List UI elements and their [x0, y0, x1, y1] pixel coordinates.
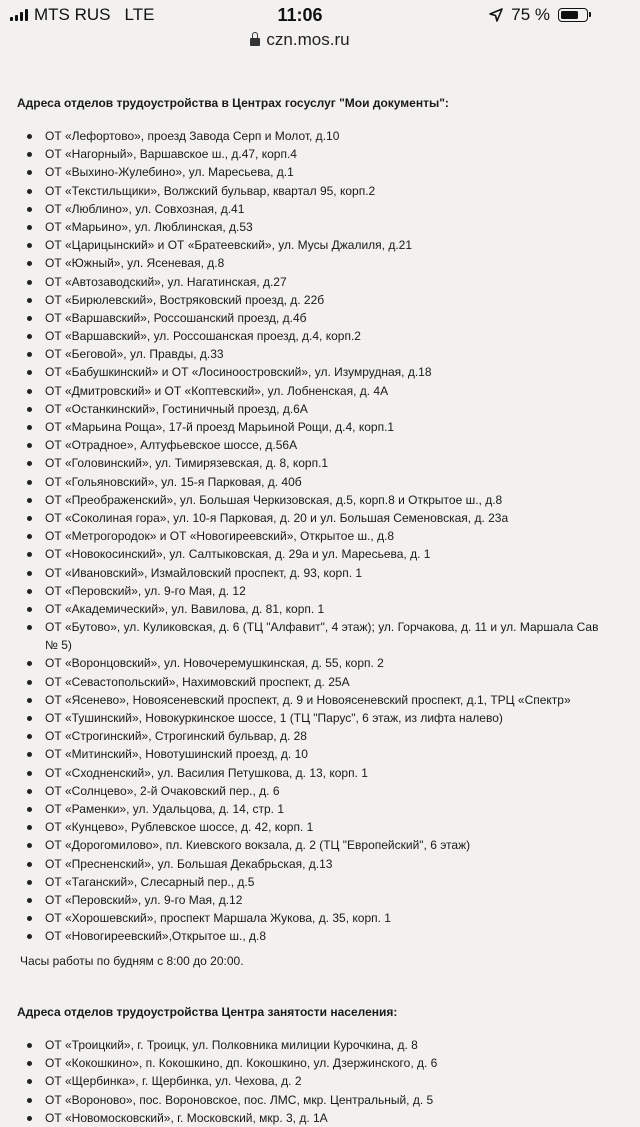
list-item [0, 909, 640, 927]
clock: 11:06 [277, 4, 323, 25]
address-text: ОТ «Солнцево», 2-й Очаковский пер., д. 6 [45, 783, 280, 798]
list-item [0, 236, 640, 254]
address-text: ОТ «Митинский», Новотушинский проезд, д. 10 [45, 747, 308, 762]
address-text: ОТ «Дмитровский» и ОТ «Коптевский», ул. Лобненская, д. 4А [45, 383, 389, 398]
address-text: ОТ «Строгинский», Строгинский бульвар, д. 28 [45, 729, 307, 744]
list-item [0, 764, 640, 782]
list-item [0, 855, 640, 873]
address-text: ОТ «Кокошкино», п. Кокошкино, дп. Кокошкино, ул. Дзержинского, д. 6 [45, 1056, 438, 1071]
carrier-name: MTS RUS [34, 5, 111, 24]
address-text: ОТ «Перовский», ул. 9-го Мая, д. 12 [45, 583, 246, 598]
location-arrow-icon [489, 8, 503, 22]
list-item [0, 727, 640, 745]
address-text: ОТ «Царицынский» и ОТ «Братеевский», ул. Мусы Джалиля, д.21 [45, 238, 413, 253]
address-text: ОТ «Нагорный», Варшавское ш., д.47, корп.4 [45, 147, 297, 162]
list-item [0, 673, 640, 691]
address-text: ОТ «Соколиная гора», ул. 10-я Парковая, д. 20 и ул. Большая Семеновская, д. 23а [45, 510, 509, 525]
mfc-address-list [0, 127, 640, 945]
address-text: ОТ «Троицкий», г. Троицк, ул. Полковника милиции Курочкина, д. 8 [45, 1038, 418, 1052]
list-item [0, 218, 640, 236]
list-item [0, 509, 640, 527]
list-item [0, 200, 640, 218]
list-item [0, 873, 640, 891]
list-item [0, 927, 640, 945]
address-text: ОТ «Ясенево», Новоясеневский проспект, д. 9 и Новоясеневский проспект, д.1, ТРЦ «Спектр» [45, 692, 571, 707]
list-item [0, 600, 640, 618]
list-item [0, 145, 640, 163]
list-item [0, 291, 640, 309]
list-item [0, 545, 640, 563]
address-text: ОТ «Тушинский», Новокуркинское шоссе, 1 (ТЦ "Парус", 6 этаж, из лифта налево) [45, 711, 503, 725]
status-bar [0, 0, 600, 30]
list-item [0, 273, 640, 291]
address-text: ОТ «Гольяновский», ул. 15-я Парковая, д. 40б [45, 474, 302, 489]
list-item [0, 127, 640, 145]
list-item [0, 400, 640, 418]
list-item [0, 800, 640, 818]
list-item [0, 491, 640, 509]
list-item-continuation [0, 636, 640, 654]
list-item [0, 564, 640, 582]
address-bar[interactable] [0, 29, 600, 51]
address-text: ОТ «Бабушкинский» и ОТ «Лосиноостровский», ул. Изумрудная, д.18 [45, 365, 432, 380]
czn-address-list [0, 1036, 640, 1127]
address-text: ОТ «Южный», ул. Ясеневая, д.8 [45, 256, 225, 271]
page-content[interactable] [0, 52, 600, 1125]
battery-icon [558, 8, 588, 22]
address-text: ОТ «Текстильщики», Волжский бульвар, квартал 95, корп.2 [45, 183, 376, 198]
address-text: ОТ «Отрадное», Алтуфьевское шоссе, д.56А [45, 438, 298, 453]
address-text: ОТ «Новомосковский», г. Московский, мкр. 3, д. 1А [45, 1110, 328, 1125]
address-text: ОТ «Дорогомилово», пл. Киевского вокзала, д. 2 (ТЦ "Европейский", 6 этаж) [45, 838, 471, 853]
address-text: ОТ «Щербинка», г. Щербинка, ул. Чехова, д. 2 [45, 1074, 302, 1089]
address-text: ОТ «Автозаводский», ул. Нагатинская, д.27 [45, 274, 287, 289]
address-text: ОТ «Бирюлевский», Востряковский проезд, д. 22б [45, 292, 325, 307]
url-domain: czn.mos.ru [266, 30, 350, 49]
address-text: ОТ «Кунцево», Рублевское шоссе, д. 42, корп. 1 [45, 820, 314, 835]
list-item [0, 182, 640, 200]
list-item [0, 1091, 640, 1109]
clipped-text-line [24, 52, 600, 58]
address-text: ОТ «Академический», ул. Вавилова, д. 81, корп. 1 [45, 601, 325, 616]
address-text: ОТ «Севастопольский», Нахимовский проспект, д. 25А [45, 674, 350, 689]
list-item [0, 382, 640, 400]
address-text: ОТ «Лефортово», проезд Завода Серп и Молот, д.10 [45, 129, 340, 143]
address-text: ОТ «Марьина Роща», 17-й проезд Марьиной Рощи, д.4, корп.1 [45, 420, 395, 434]
address-text: ОТ «Преображенский», ул. Большая Черкизовская, д.5, корп.8 и Открытое ш., д.8 [45, 492, 503, 507]
address-text: ОТ «Новогиреевский»,Открытое ш., д.8 [45, 929, 266, 944]
battery-percent: 75 % [511, 5, 550, 24]
section-heading-mfc: Адреса отделов трудоустройства в Центрах госуслуг "Мои документы": [17, 96, 449, 110]
list-item [0, 345, 640, 363]
lock-icon [250, 38, 260, 46]
list-item [0, 1054, 640, 1072]
list-item [0, 454, 640, 472]
address-text: ОТ «Воронцовский», ул. Новочеремушкинская, д. 55, корп. 2 [45, 656, 384, 671]
address-text: ОТ «Варшавский», Россошанский проезд, д.4б [45, 310, 307, 325]
address-text: № 5) [45, 638, 72, 653]
address-text: ОТ «Марьино», ул. Люблинская, д.53 [45, 219, 253, 234]
list-item [0, 163, 640, 181]
address-text: ОТ «Таганский», Слесарный пер., д.5 [45, 874, 255, 889]
list-item [0, 1072, 640, 1090]
section-heading-czn: Адреса отделов трудоустройства Центра занятости населения: [17, 1005, 398, 1019]
list-item [0, 654, 640, 672]
list-item [0, 473, 640, 491]
address-text: ОТ «Пресненский», ул. Большая Декабрьская, д.13 [45, 856, 333, 871]
address-text: ОТ «Сходненский», ул. Василия Петушкова, д. 13, корп. 1 [45, 765, 368, 780]
address-text: ОТ «Останкинский», Гостиничный проезд, д.6А [45, 401, 308, 416]
list-item [0, 1036, 640, 1054]
list-item [0, 436, 640, 454]
address-text: ОТ «Варшавский», ул. Россошанская проезд, д.4, корп.2 [45, 329, 361, 344]
list-item [0, 691, 640, 709]
list-item [0, 527, 640, 545]
address-text: ОТ «Новокосинский», ул. Салтыковская, д. 29а и ул. Маресьева, д. 1 [45, 547, 431, 562]
list-item [0, 782, 640, 800]
list-item [0, 363, 640, 381]
address-text: ОТ «Люблино», ул. Совхозная, д.41 [45, 201, 245, 216]
list-item [0, 836, 640, 854]
address-text: ОТ «Беговой», ул. Правды, д.33 [45, 347, 224, 362]
list-item [0, 582, 640, 600]
list-item [0, 1109, 640, 1127]
address-text: ОТ «Вороново», пос. Вороновское, пос. ЛМС, мкр. Центральный, д. 5 [45, 1092, 434, 1107]
address-text: ОТ «Выхино-Жулебино», ул. Маресьева, д.1 [45, 165, 294, 180]
address-text: ОТ «Перовский», ул. 9-го Мая, д.12 [45, 892, 243, 907]
address-text: ОТ «Хорошевский», проспект Маршала Жукова, д. 35, корп. 1 [45, 911, 391, 926]
list-item [0, 254, 640, 272]
list-item [0, 327, 640, 345]
list-item [0, 891, 640, 909]
address-text: ОТ «Головинский», ул. Тимирязевская, д. 8, корп.1 [45, 456, 329, 471]
address-text: ОТ «Ивановский», Измайловский проспект, д. 93, корп. 1 [45, 565, 363, 580]
network-type: LTE [124, 5, 155, 24]
list-item [0, 418, 640, 436]
list-item [0, 818, 640, 836]
address-text: ОТ «Бутово», ул. Куликовская, д. 6 (ТЦ "Алфавит", 4 этаж); ул. Горчакова, д. 11 и ул. Маршала Сав [45, 620, 599, 635]
list-item [0, 745, 640, 763]
address-text: ОТ «Метрогородок» и ОТ «Новогиреевский», Открытое ш., д.8 [45, 529, 395, 544]
address-text: ОТ «Раменки», ул. Удальцова, д. 14, стр. 1 [45, 801, 285, 816]
list-item [0, 709, 640, 727]
battery-level [561, 11, 578, 19]
list-item [0, 618, 640, 636]
signal-strength-icon [10, 9, 28, 21]
list-item [0, 309, 640, 327]
working-hours: Часы работы по будням с 8:00 до 20:00. [20, 954, 244, 968]
